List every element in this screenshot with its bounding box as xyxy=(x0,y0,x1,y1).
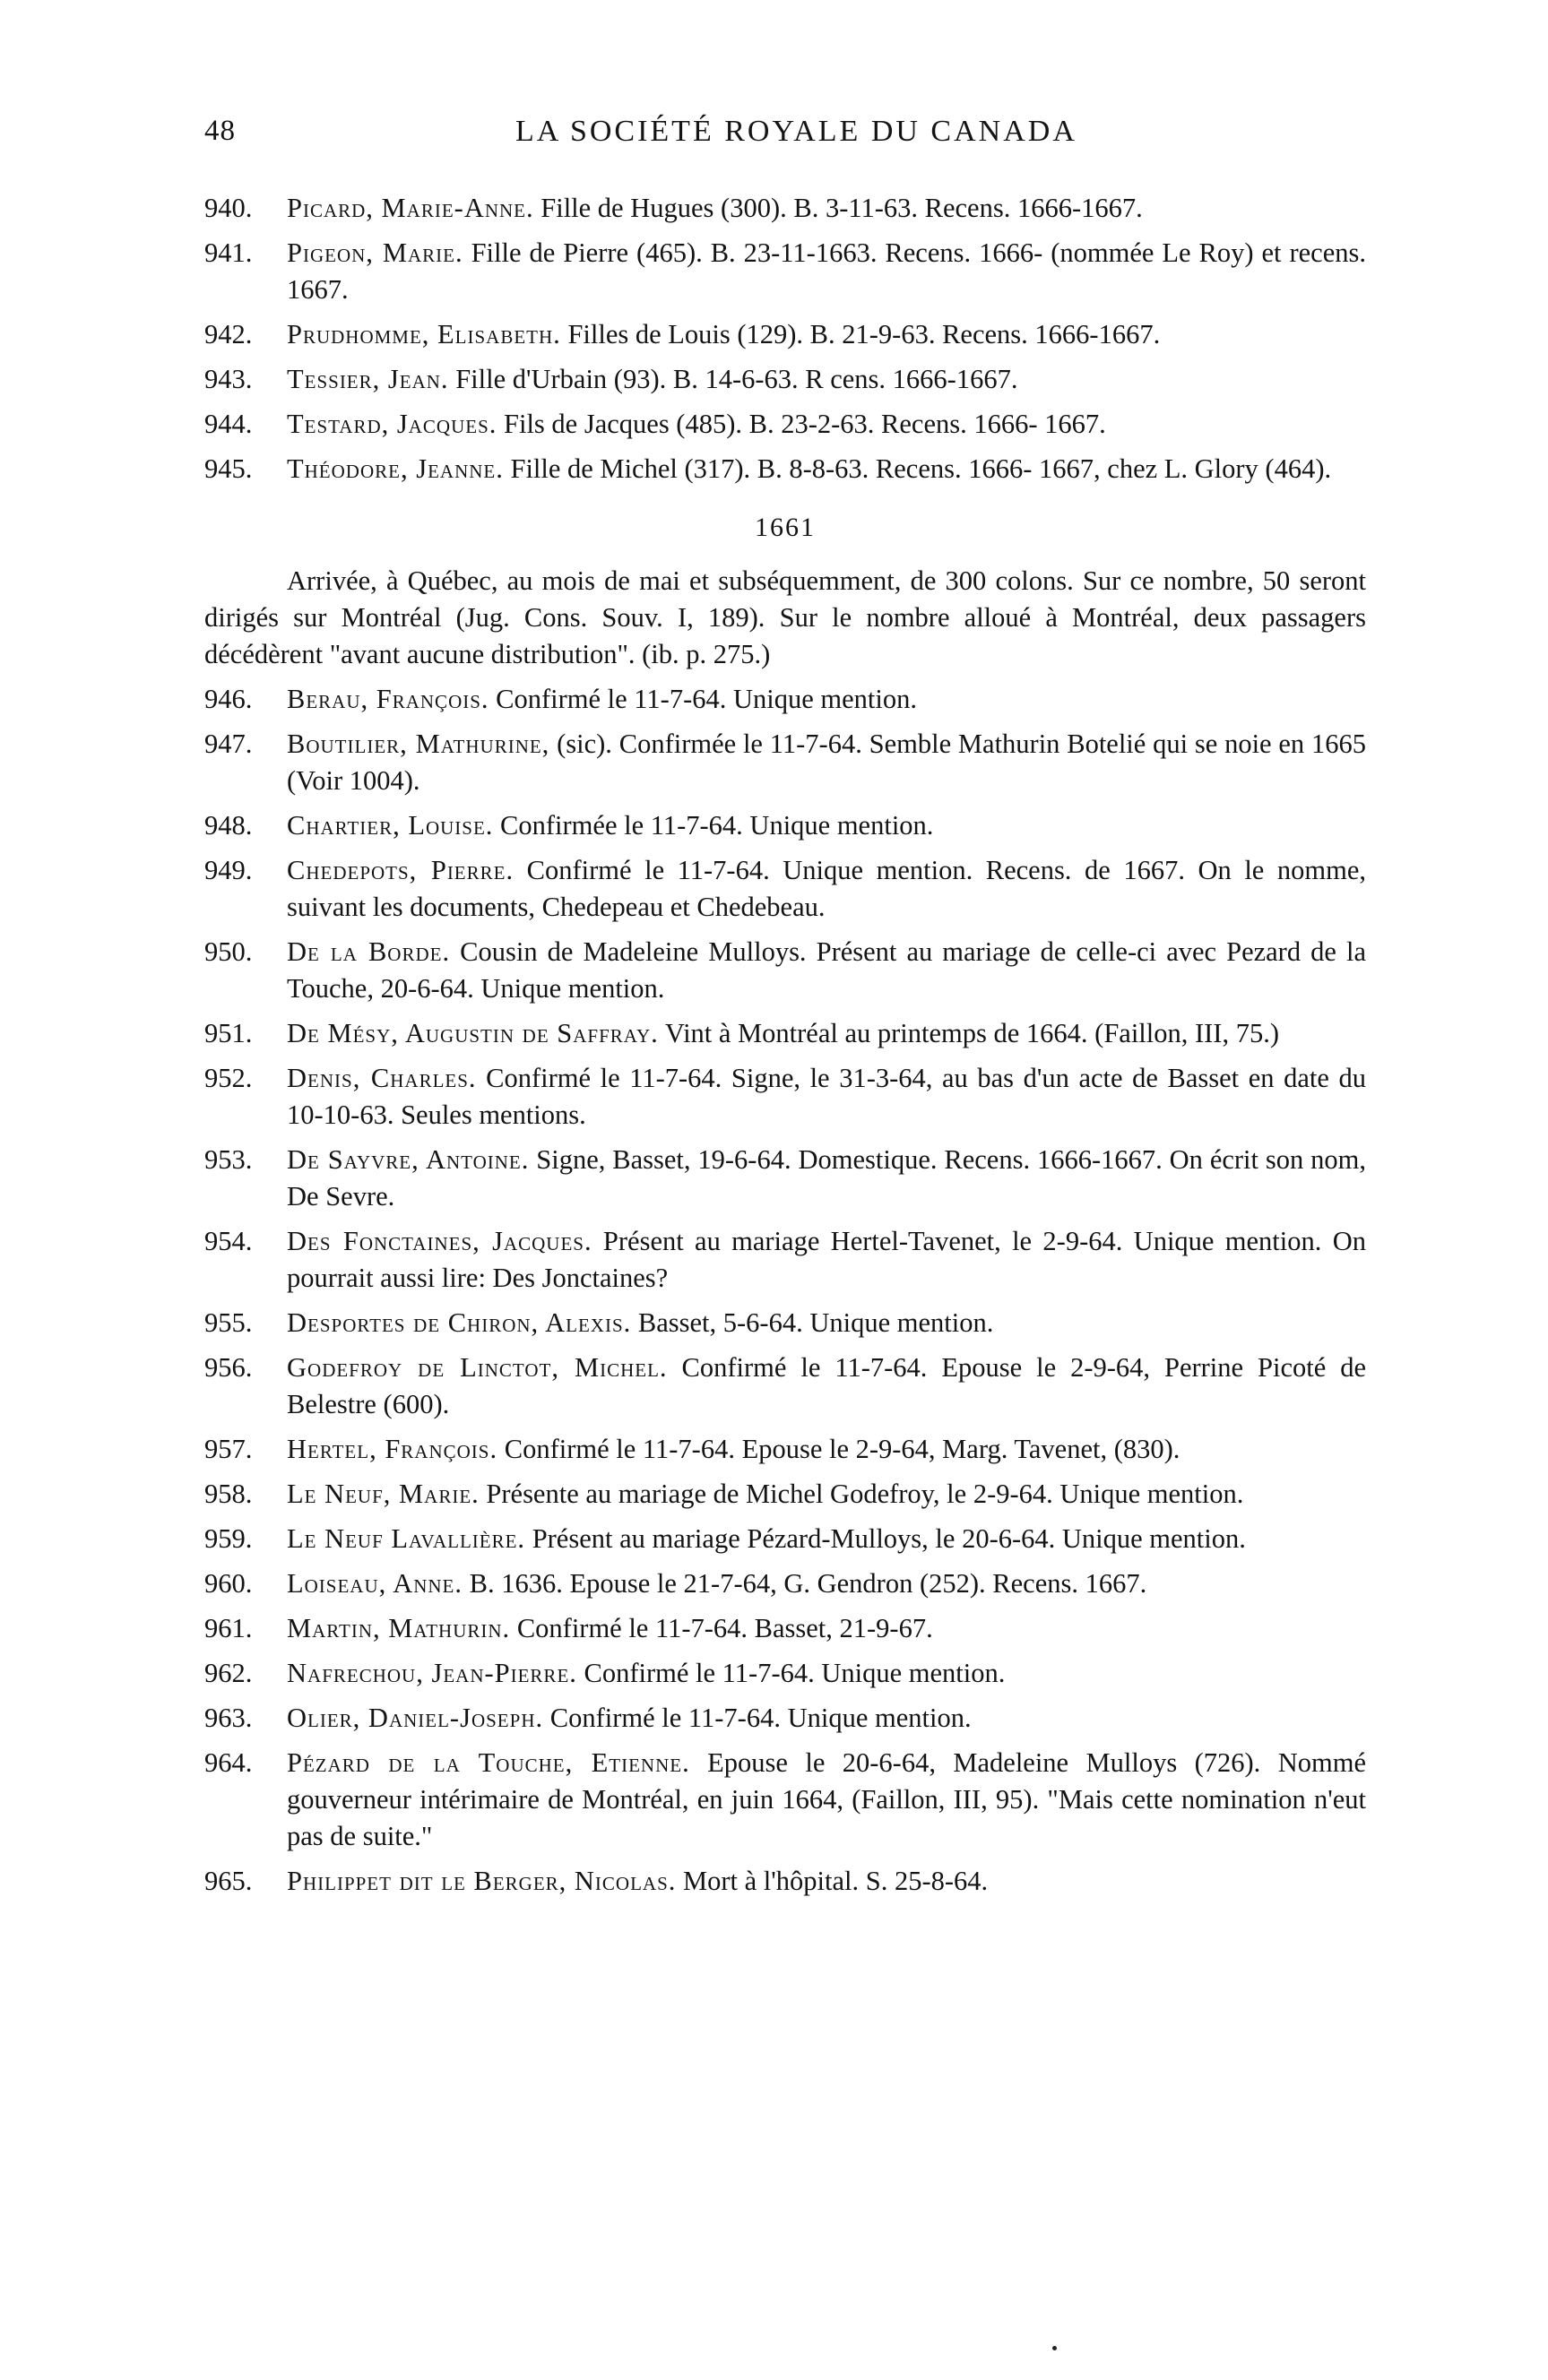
entry-body xyxy=(287,1223,1366,1297)
entry-row xyxy=(204,451,1366,487)
entry-name: Loiseau, Anne. xyxy=(287,1568,463,1599)
entry-text: Confirmé le 11-7-64. Unique mention. Recens. de 1667. On le nomme, suivant les documents, Chedepeau et Chedebeau. xyxy=(287,855,1366,922)
entry-text: Mort à l'hôpital. S. 25-8-64. xyxy=(676,1866,989,1896)
entry-name: Philippet dit le Berger, Nicolas. xyxy=(287,1866,677,1896)
entry-row xyxy=(204,1060,1366,1134)
entry-name: Chedepots, Pierre. xyxy=(287,855,515,885)
entry-name: Picard, Marie-Anne. xyxy=(287,193,534,223)
entry-body xyxy=(287,451,1366,487)
entry-body xyxy=(287,1060,1366,1134)
entry-name: Nafrechou, Jean-Pierre. xyxy=(287,1658,577,1688)
page-number: 48 xyxy=(204,115,236,147)
entry-row xyxy=(204,1015,1366,1052)
entry-text: Confirmé le 11-7-64. Unique mention. xyxy=(576,1658,1006,1688)
year-intro-paragraph: Arrivée, à Québec, au mois de mai et subséquemment, de 300 colons. Sur ce nombre, 50 seront dirigés sur Montréal (Jug. Cons. Souv. I, 189). Sur le nombre alloué à Montréal, deux passagers décédèrent "avant aucune distribution". (ib. p. 275.) xyxy=(204,565,1366,669)
entry-text: Confirmé le 11-7-64. Signe, le 31-3-64, au bas d'un acte de Basset en date du 10-10-63. Seules mentions. xyxy=(287,1063,1366,1130)
entry-number: 957. xyxy=(204,1434,253,1464)
entry-number: 943. xyxy=(204,364,253,394)
entry-row xyxy=(204,1350,1366,1423)
entry-number: 955. xyxy=(204,1307,253,1338)
entry-body xyxy=(287,1863,1366,1900)
entry-number: 960. xyxy=(204,1568,253,1599)
entry-body xyxy=(287,235,1366,308)
entry-body xyxy=(287,361,1366,398)
entry-row xyxy=(204,726,1366,799)
entry-name: Chartier, Louise. xyxy=(287,810,494,841)
entry-body xyxy=(287,190,1366,227)
entry-body xyxy=(287,316,1366,353)
entry-number: 940. xyxy=(204,193,253,223)
entry-row xyxy=(204,1142,1366,1215)
entry-text: Fille de Hugues (300). B. 3-11-63. Recens. 1666-1667. xyxy=(533,193,1143,223)
entry-text: Vint à Montréal au printemps de 1664. (Faillon, III, 75.) xyxy=(658,1018,1279,1048)
entry-name: Testard, Jacques. xyxy=(287,409,497,439)
entry-number: 954. xyxy=(204,1226,253,1256)
entry-row xyxy=(204,1610,1366,1647)
entry-row xyxy=(204,190,1366,227)
entry-body xyxy=(287,726,1366,799)
entry-body xyxy=(287,1476,1366,1513)
entry-number: 950. xyxy=(204,936,253,967)
entry-number: 942. xyxy=(204,319,253,349)
entry-body xyxy=(287,1521,1366,1557)
entry-body xyxy=(287,1700,1366,1737)
entry-text: Epouse le 20-6-64, Madeleine Mulloys (726). Nommé gouverneur intérimaire de Montréal, en juin 1664, (Faillon, III, 95). "Mais cette nomination n'eut pas de suite." xyxy=(287,1747,1366,1851)
entries-1663 xyxy=(204,190,1366,487)
entry-text: Présente au mariage de Michel Godefroy, le 2-9-64. Unique mention. xyxy=(479,1479,1244,1509)
entry-body xyxy=(287,1565,1366,1602)
entry-text: Confirmé le 11-7-64. Basset, 21-9-67. xyxy=(510,1613,933,1643)
entry-body xyxy=(287,1142,1366,1215)
entry-name: Godefroy de Linctot, Michel. xyxy=(287,1352,668,1383)
entry-number: 941. xyxy=(204,237,253,268)
entry-name: Boutilier, Mathurine, xyxy=(287,729,550,759)
entry-row xyxy=(204,361,1366,398)
entry-text: Présent au mariage Pézard-Mulloys, le 20-6-64. Unique mention. xyxy=(525,1523,1246,1554)
entry-name: Denis, Charles. xyxy=(287,1063,477,1093)
entry-text: Confirmé le 11-7-64. Epouse le 2-9-64, Perrine Picoté de Belestre (600). xyxy=(287,1352,1367,1419)
entry-text: Présent au mariage Hertel-Tavenet, le 2-9-64. Unique mention. On pourrait aussi lire: Des Jonctaines? xyxy=(287,1226,1366,1293)
entry-number: 947. xyxy=(204,729,253,759)
entry-number: 946. xyxy=(204,684,253,714)
entry-text: Basset, 5-6-64. Unique mention. xyxy=(631,1307,994,1338)
entry-number: 953. xyxy=(204,1144,253,1175)
entry-number: 948. xyxy=(204,810,253,841)
entry-name: Berau, François. xyxy=(287,684,489,714)
running-head: LA SOCIÉTÉ ROYALE DU CANADA xyxy=(515,115,1077,148)
entry-name: Desportes de Chiron, Alexis. xyxy=(287,1307,632,1338)
entry-body xyxy=(287,681,1366,718)
entry-text: Fille de Michel (317). B. 8-8-63. Recens. 1666- 1667, chez L. Glory (464). xyxy=(503,453,1332,484)
entry-name: De la Borde. xyxy=(287,936,451,967)
entry-row xyxy=(204,1863,1366,1900)
entry-row xyxy=(204,1521,1366,1557)
entry-number: 949. xyxy=(204,855,253,885)
entry-name: Pézard de la Touche, Etienne. xyxy=(287,1747,690,1778)
entry-name: Le Neuf Lavallière. xyxy=(287,1523,526,1554)
entry-text: B. 1636. Epouse le 21-7-64, G. Gendron (252). Recens. 1667. xyxy=(463,1568,1147,1599)
entry-row xyxy=(204,406,1366,443)
entry-number: 962. xyxy=(204,1658,253,1688)
entry-name: Des Fonctaines, Jacques. xyxy=(287,1226,592,1256)
entry-name: Prudhomme, Elisabeth. xyxy=(287,319,561,349)
entry-number: 945. xyxy=(204,453,253,484)
entry-body xyxy=(287,1431,1366,1468)
entry-body xyxy=(287,1350,1366,1423)
entry-name: Pigeon, Marie. xyxy=(287,237,463,268)
year-heading: 1661 xyxy=(755,513,816,542)
entry-text: Confirmé le 11-7-64. Epouse le 2-9-64, Marg. Tavenet, (830). xyxy=(497,1434,1180,1464)
entry-body xyxy=(287,1745,1366,1855)
entry-body xyxy=(287,807,1366,844)
entry-text: Confirmé le 11-7-64. Unique mention. xyxy=(489,684,917,714)
entry-number: 959. xyxy=(204,1523,253,1554)
print-speck xyxy=(1052,2346,1057,2350)
entry-body xyxy=(287,1610,1366,1647)
entry-body xyxy=(287,852,1366,926)
entry-text: Confirmé le 11-7-64. Unique mention. xyxy=(543,1703,972,1733)
entry-row xyxy=(204,316,1366,353)
entry-name: Martin, Mathurin. xyxy=(287,1613,511,1643)
entry-row xyxy=(204,681,1366,718)
entry-row xyxy=(204,807,1366,844)
entry-row xyxy=(204,1476,1366,1513)
entry-number: 952. xyxy=(204,1063,253,1093)
entry-text: (sic). Confirmée le 11-7-64. Semble Mathurin Botelié qui se noie en 1665 (Voir 1004). xyxy=(287,729,1366,796)
entry-text: Fille d'Urbain (93). B. 14-6-63. R cens. 1666-1667. xyxy=(448,364,1018,394)
entry-text: Fille de Pierre (465). B. 23-11-1663. Recens. 1666- (nommée Le Roy) et recens. 1667. xyxy=(287,237,1366,305)
entry-number: 958. xyxy=(204,1479,253,1509)
entry-number: 956. xyxy=(204,1352,253,1383)
entry-number: 965. xyxy=(204,1866,253,1896)
entry-row xyxy=(204,1431,1366,1468)
entry-text: Filles de Louis (129). B. 21-9-63. Recens. 1666-1667. xyxy=(560,319,1161,349)
entry-row xyxy=(204,852,1366,926)
entry-row xyxy=(204,1305,1366,1341)
entry-number: 961. xyxy=(204,1613,253,1643)
entry-body xyxy=(287,406,1366,443)
entry-row xyxy=(204,1745,1366,1855)
entry-body xyxy=(287,1015,1366,1052)
entry-row xyxy=(204,235,1366,308)
entry-number: 963. xyxy=(204,1703,253,1733)
entry-number: 964. xyxy=(204,1747,253,1778)
entry-text: Signe, Basset, 19-6-64. Domestique. Recens. 1666-1667. On écrit son nom, De Sevre. xyxy=(287,1144,1366,1212)
entry-name: Théodore, Jeanne. xyxy=(287,453,504,484)
entry-row xyxy=(204,1565,1366,1602)
entry-body xyxy=(287,1305,1366,1341)
entries-1661 xyxy=(204,681,1366,1900)
entry-name: Hertel, François. xyxy=(287,1434,498,1464)
page-header xyxy=(0,115,1548,151)
entry-row xyxy=(204,1700,1366,1737)
entry-name: De Mésy, Augustin de Saffray. xyxy=(287,1018,659,1048)
entry-name: De Sayvre, Antoine. xyxy=(287,1144,530,1175)
entries-list xyxy=(204,190,1366,1908)
entry-name: Tessier, Jean. xyxy=(287,364,449,394)
entry-text: Fils de Jacques (485). B. 23-2-63. Recens. 1666- 1667. xyxy=(497,409,1106,439)
entry-text: Confirmée le 11-7-64. Unique mention. xyxy=(493,810,934,841)
entry-row xyxy=(204,934,1366,1007)
entry-row xyxy=(204,1655,1366,1692)
entry-text: Cousin de Madeleine Mulloys. Présent au mariage de celle-ci avec Pezard de la Touche, 20-6-64. Unique mention. xyxy=(287,936,1366,1004)
entry-number: 944. xyxy=(204,409,253,439)
entry-name: Le Neuf, Marie. xyxy=(287,1479,480,1509)
entry-number: 951. xyxy=(204,1018,253,1048)
entry-body xyxy=(287,934,1366,1007)
entry-row xyxy=(204,1223,1366,1297)
entry-body xyxy=(287,1655,1366,1692)
entry-name: Olier, Daniel-Joseph. xyxy=(287,1703,544,1733)
